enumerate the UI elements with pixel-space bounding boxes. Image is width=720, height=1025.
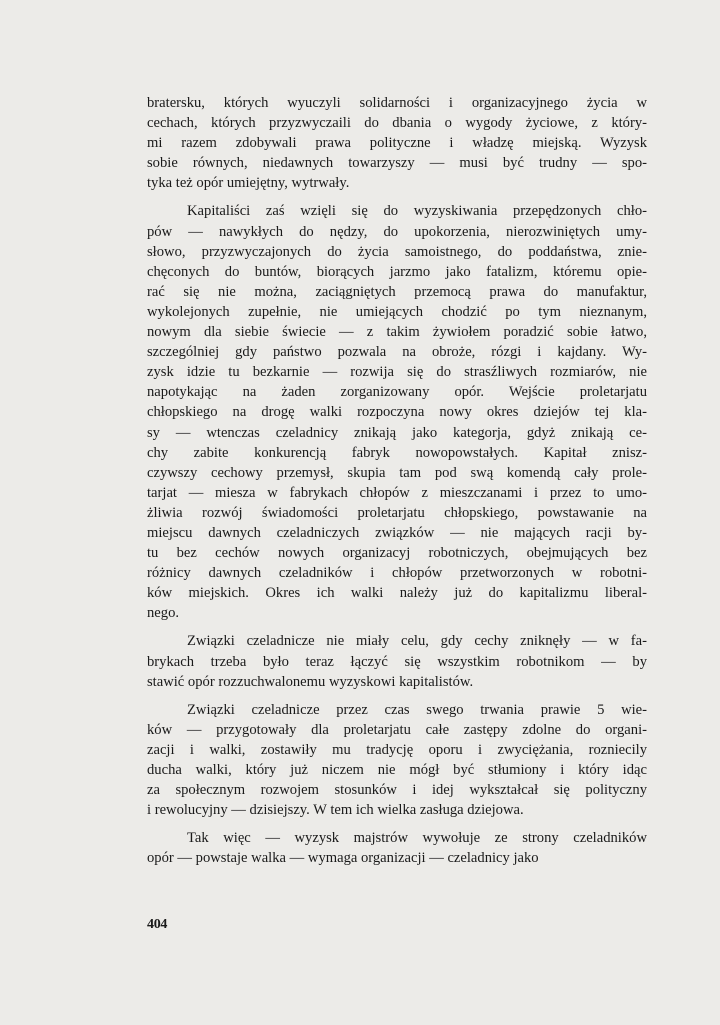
text-line: Tak więc — wyzysk majstrów wywołuje ze strony czeladników: [187, 830, 647, 847]
text-line: sobie równych, niedawnych towarzyszy — musi być trudny — spo-: [147, 155, 647, 172]
text-line: i rewolucyjny — dzisiejszy. W tem ich wielka zasługa dziejowa.: [147, 802, 524, 819]
text-line: Związki czeladnicze nie miały celu, gdy cechy zniknęły — w fa-: [187, 633, 647, 650]
text-line: za społecznym rozwojem stosunków i idej wykształcał się polityczny: [147, 782, 647, 799]
text-line: opór — powstaje walka — wymaga organizacji — czeladnicy jako: [147, 850, 539, 867]
text-line: bratersku, których wyuczyli solidarności i organizacyjnego życia w: [147, 95, 647, 111]
paragraph-gap: [147, 820, 647, 828]
paragraph-gap: [147, 623, 647, 631]
paragraph: [147, 93, 647, 193]
text-line: sy — wtenczas czeladnicy znikają jako kategorja, gdyż znikają ce-: [147, 424, 647, 441]
text-line: słowo, przyzwyczajonych do życia samoistnego, do poddaństwa, znie-: [147, 243, 647, 260]
text-line: pów — nawykłych do nędzy, do upokorzenia, nierozwiniętych umy-: [147, 223, 647, 240]
body-text: [147, 93, 647, 868]
text-line: wykolejonych zupełnie, nie umiejących chodzić po tym nieznanym,: [147, 303, 647, 320]
paragraph-gap: [147, 193, 647, 201]
page-number: 404: [147, 917, 168, 932]
text-line: tarjat — miesza w fabrykach chłopów z mieszczanami i przez to umo-: [147, 484, 647, 501]
text-line: zacji i walki, zostawiły mu tradycję oporu i zwyciężania, rozniecily: [147, 741, 647, 758]
text-line: tyka też opór umiejętny, wytrwały.: [147, 175, 350, 192]
paragraph: [147, 828, 647, 868]
text-line: zysk idzie tu bezkarnie — rozwija się do strasźliwych rozmiarów, nie: [147, 364, 647, 381]
text-line: napotykając na żaden zorganizowany opór. Wejście proletarjatu: [147, 384, 647, 401]
paragraph: [147, 631, 647, 691]
text-line: żliwia rozwój świadomości proletarjatu chłopskiego, powstawanie na: [147, 504, 647, 521]
text-line: mi razem zdobywali prawa polityczne i władzę miejską. Wyzysk: [147, 135, 647, 152]
text-line: tu bez cechów nowych organizacyj robotniczych, obejmujących bez: [147, 545, 647, 562]
text-line: czywszy cechowy przemysł, skupia tam pod swą komendą cały prole-: [147, 464, 647, 481]
text-line: ków miejskich. Okres ich walki należy już do kapitalizmu liberal-: [147, 585, 647, 602]
text-line: ków — przygotowały dla proletarjatu całe zastępy zdolne do organi-: [147, 721, 647, 738]
text-line: chęconych do buntów, biorących jarzmo jako fatalizm, któremu opie-: [147, 263, 647, 280]
paragraph-gap: [147, 692, 647, 700]
text-line: stawić opór rozzuchwalonemu wyzyskowi kapitalistów.: [147, 673, 474, 690]
text-line: Związki czeladnicze przez czas swego trwania prawie 5 wie-: [187, 701, 647, 718]
text-line: Kapitaliści zaś wzięli się do wyzyskiwania przepędzonych chło-: [187, 203, 647, 220]
text-line: różnicy dawnych czeladników i chłopów przetworzonych w robotni-: [147, 565, 647, 582]
text-line: szczególniej gdy państwo pozwala na obroże, rózgi i kajdany. Wy-: [147, 344, 647, 361]
text-line: ducha walki, który już niczem nie mógł być stłumiony i który idąc: [147, 762, 647, 778]
text-line: brykach trzeba było teraz łączyć się wszystkim robotnikom — by: [147, 653, 647, 670]
text-line: miejscu dawnych czeladniczych związków — nie mających racji by-: [147, 524, 647, 541]
text-line: rać się nie można, zaciągniętych przemocą prawa do manufaktur,: [147, 283, 647, 300]
text-line: cechach, których przyzwyczaili do dbania o wygody życiowe, z który-: [147, 115, 647, 132]
text-line: nowym dla siebie świecie — z takim żywiołem poradzić sobie łatwo,: [147, 324, 647, 341]
paragraph: [147, 201, 647, 623]
text-line: chłopskiego na drogę walki rozpoczyna nowy okres dziejów tej kla-: [147, 404, 647, 421]
text-line: chy zabite konkurencją fabryk nowopowstałych. Kapitał znisz-: [147, 444, 647, 461]
paragraph: [147, 700, 647, 821]
text-line: nego.: [147, 605, 180, 622]
